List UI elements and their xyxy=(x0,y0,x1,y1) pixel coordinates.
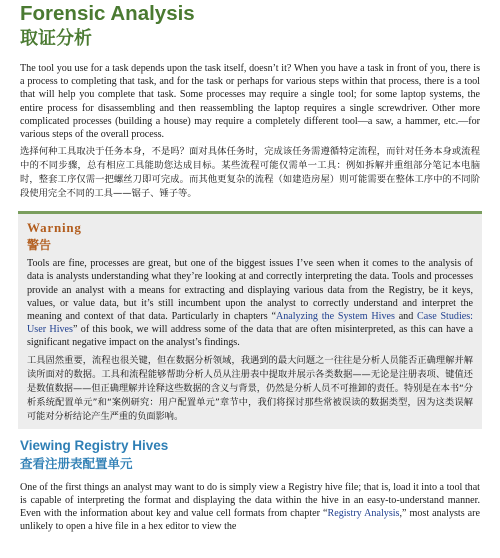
warning-paragraph-chinese: 工具固然重要，流程也很关键，但在数据分析领域，我遇到的最大问题之一往往是分析人员能否正确理解并解读所面对的数据。工具和流程能够帮助分析人员从注册表中提取并展示各类数据——无论是注册表项、键值还是数值数据——但正确理解并诠释这些数据的含义与背景，仍然是分析人员不可推卸的责任。特别是在本书“分析系统配置单元”和“案例研究：用户配置单元”章节中，我们将探讨那些常被误读的数据类型，因为这类误解可能对分析结论产生严重的负面影响。 xyxy=(27,354,473,422)
subsection-title: Viewing Registry Hives xyxy=(20,437,169,453)
subsection-title-chinese: 查看注册表配置单元 xyxy=(20,455,133,471)
warning-title-chinese: 警告 xyxy=(27,238,52,253)
viewing-text-end: ,” most analysts are unlikely to open a hive file in a hex editor to view the xyxy=(20,508,481,533)
viewing-text-start: One of the first things an analyst may want to do is simply view a Registry hive file; that is, load it into a tool that is capable of interpreting the format and displaying the data within the hive in an easy-to-understand manner. Even with the information about key and value cell formats from chapter “ xyxy=(20,481,480,520)
section-title-chinese: 取证分析 xyxy=(20,28,92,49)
link-registry-analysis[interactable]: Registry Analysis xyxy=(327,508,400,520)
link-case-studies-user-hives[interactable]: Case Studies: User Hives xyxy=(27,311,473,336)
section-title: Forensic Analysis xyxy=(20,2,195,25)
link-analyzing-system-hives[interactable]: Analyzing the System Hives xyxy=(275,311,395,323)
warning-text-and: and xyxy=(394,311,418,323)
warning-paragraph xyxy=(27,257,473,349)
viewing-paragraph xyxy=(20,481,480,534)
warning-box xyxy=(18,211,482,428)
warning-title: Warning xyxy=(27,220,82,236)
intro-paragraph-chinese: 选择何种工具取决于任务本身，不是吗？面对具体任务时，完成该任务需遵循特定流程，而针对任务本身或流程中的不同步骤，总有相应工具能助您达成目标。某些流程可能仅需单一工具：例如拆解并重组部分笔记本电脑时，整套工序仅需一把螺丝刀即可完成。而其他更复杂的流程（如建造房屋）则可能需要在整体工序中的不同阶段使用完全不同的工具——锯子、锤子等。 xyxy=(20,146,480,200)
warning-text-end: ” of this book, we will address some of the data that are often misinterpreted, as this can have a significant negative impact on the analyst’s findings. xyxy=(27,324,473,349)
intro-paragraph: The tool you use for a task depends upon the task itself, doesn’t it? When you have a task in front of you, there is a process to completing that task, and for the task or perhaps for various steps within that process, there is a tool that will help you complete that task. Some processes may require a single tool; for some laptop systems, the entire process for disassembling and then reassembling the laptop requires a single screwdriver. Other more complicated processes (building a house) may require a completely different tool—a saw, a hammer, etc.—for various steps of the overall process. xyxy=(20,63,480,141)
warning-text-start: Tools are fine, processes are great, but one of the biggest issues I’ve seen when it comes to the analysis of data is analysts understanding what they’re looking at and correctly interpreting the data. Tools and processes provide an analyst with a means for extracting and displaying various data from the Registry, be it keys, values, or value data, but it’s still incumbent upon the analyst to correctly understand and interpret the meaning and context of that data. Particularly in chapters “ xyxy=(27,258,473,323)
